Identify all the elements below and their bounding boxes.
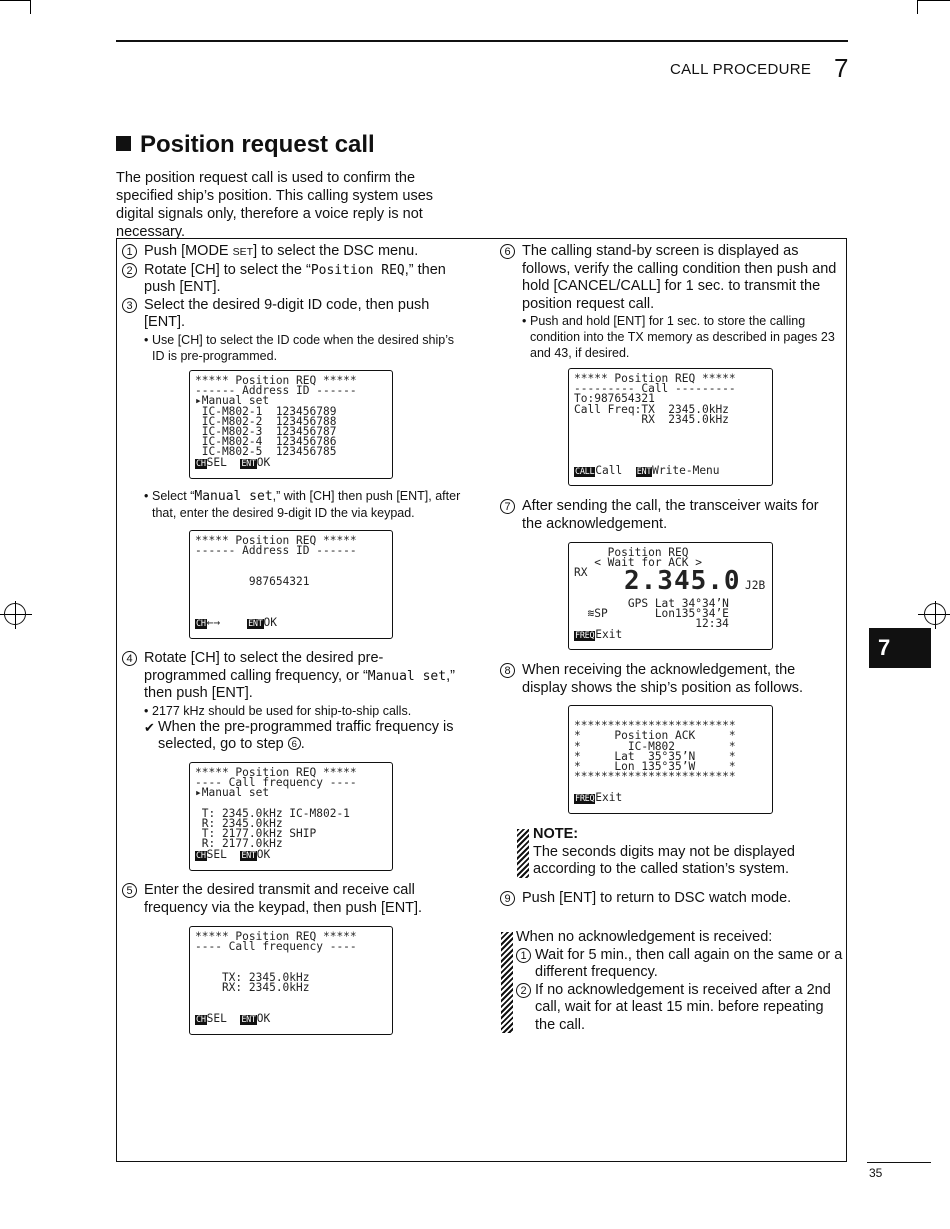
chapter-number: 7 [834, 53, 849, 83]
step-9-block [498, 890, 842, 908]
intro-paragraph: The position request call is used to confirm the specified ship’s position. This calling system uses digital signals only, therefore a voice reply is not necessary. [116, 170, 434, 240]
ch-key: CH [196, 618, 206, 629]
page-title: Position request call [116, 131, 375, 159]
lcd-position-ack: ************************ * Position ACK * * IC-M802 * * Lat 35°35’N * * Lon 135°35’W * ************************ FREQExit [568, 705, 773, 814]
step-4-block [120, 650, 464, 754]
frequency-readout: 2.345.0 [624, 566, 741, 596]
square-bullet-icon [116, 136, 131, 151]
ent-key: ENT [241, 1014, 256, 1025]
no-ack-title: When no acknowledgement is received: [516, 929, 773, 945]
step-2: 2 Rotate [CH] to select the “Position REQ,” then push [ENT]. [120, 262, 464, 297]
header-rule [116, 40, 848, 42]
ch-key: CH [196, 850, 206, 861]
step-6-block [498, 243, 842, 361]
step-8-block [498, 662, 842, 697]
id-entry: 987654321 [248, 574, 310, 588]
crop-mark [917, 0, 950, 1]
no-ack-hatch-icon [501, 932, 513, 1033]
softkey-row: CALLCall ENTWrite-Menu [575, 463, 720, 477]
ent-key: ENT [241, 458, 256, 469]
ch-key: CH [196, 1014, 206, 1025]
step-5-block [120, 882, 464, 917]
step-9: 9 Push [ENT] to return to DSC watch mode. [498, 890, 842, 908]
step-4: 4 Rotate [CH] to select the desired pre-programmed calling frequency, or “Manual set,” then push [ENT]. [120, 650, 464, 703]
step-8: 8 When receiving the acknowledgement, the display shows the ship’s position as follows. [498, 662, 842, 697]
ent-key: ENT [636, 466, 652, 477]
manual-set-note: • Select “Manual set,” with [CH] then push [ENT], after that, enter the desired 9-digit ID the via keypad. [120, 488, 464, 521]
footer-rule [867, 1162, 931, 1163]
note-text: The seconds digits may not be displayed according to the called station’s system. [533, 843, 795, 878]
step-7-block [498, 498, 842, 533]
section-title: CALL PROCEDURE [670, 61, 812, 78]
note-block [533, 826, 843, 879]
no-ack-block [516, 929, 844, 1035]
softkey-row: CH←→ ENTOK [196, 615, 278, 629]
crop-mark [30, 0, 31, 14]
chapter-tab: 7 [869, 628, 931, 668]
call-key: CALL [575, 466, 595, 477]
note-hatch-icon [517, 829, 529, 878]
ent-key: ENT [241, 850, 256, 861]
softkey-row: CHSEL ENTOK [196, 455, 271, 469]
step-3-note: • Use [CH] to select the ID code when the desired ship’s ID is pre-programmed. [120, 332, 464, 364]
ent-key: ENT [248, 618, 263, 629]
lcd-manual-id: ***** Position REQ ***** ------ Address ID ------ 987654321 CH←→ ENTOK [189, 530, 393, 639]
crop-mark [0, 0, 30, 1]
step-4-check: ✔ When the pre-programmed traffic frequency is selected, go to step 6 . [120, 719, 464, 754]
step-6: 6 The calling stand-by screen is displayed as follows, verify the calling condition then push and hold [CANCEL/CALL] for 1 sec. to transmit the position request call. [498, 243, 842, 313]
softkey-row: FREQExit [575, 627, 623, 641]
lcd-address-id: ***** Position REQ ***** ------ Address ID ------ ▸Manual set IC-M802-1 123456789 IC-M802-2 123456788 IC-M802-3 123456787 IC-M802-4 123456786 IC-M802-5 123456785 CHSEL ENTOK [189, 370, 393, 479]
crop-mark [917, 0, 918, 14]
note-title: NOTE: [533, 826, 579, 842]
lcd-call-standby: ***** Position REQ ***** --------- Call --------- To:987654321 Call Freq:TX 2345.0kHz RX 2345.0kHz CALLCall ENTWrite-Menu [568, 368, 773, 486]
registration-circle [4, 603, 26, 625]
no-ack-item-1: 1 Wait for 5 min., then call again on the same or a different frequency. [516, 947, 844, 982]
softkey-row: CHSEL ENTOK [196, 1011, 271, 1025]
step-4-note: • 2177 kHz should be used for ship-to-ship calls. [120, 703, 464, 719]
step-6-note: • Push and hold [ENT] for 1 sec. to store the calling condition into the TX memory as described in pages 23 and 43, if desired. [498, 313, 842, 361]
freq-key: FREQ [575, 793, 595, 804]
step-7: 7 After sending the call, the transceiver waits for the acknowledgement. [498, 498, 842, 533]
registration-circle [924, 603, 946, 625]
lcd-call-frequency: ***** Position REQ ***** ---- Call frequency ---- ▸Manual set T: 2345.0kHz IC-M802-1 R: 2345.0kHz T: 2177.0kHz SHIP R: 2177.0kHz CHSEL ENTOK [189, 762, 393, 871]
step-1: 1 Push [MODE SET] to select the DSC menu. [120, 243, 464, 262]
left-column [120, 243, 464, 364]
lcd-wait-ack: Position REQ < Wait for ACK > RX GPS Lat 34°34’N ≋SP Lon135°34’E 12:34 FREQExit 2.345.0 J2B [568, 542, 773, 650]
lcd-manual-frequency: ***** Position REQ ***** ---- Call frequency ---- TX: 2345.0kHz RX: 2345.0kHz CHSEL ENTOK [189, 926, 393, 1035]
page-number: 35 [869, 1166, 883, 1180]
ch-key: CH [196, 458, 206, 469]
step-5: 5 Enter the desired transmit and receive call frequency via the keypad, then push [ENT]. [120, 882, 464, 917]
softkey-row: FREQExit [575, 790, 623, 804]
softkey-row: CHSEL ENTOK [196, 847, 271, 861]
mode-readout: J2B [745, 579, 766, 592]
no-ack-item-2: 2 If no acknowledgement is received after a 2nd call, wait for at least 15 min. before repeating the call. [516, 982, 844, 1035]
step-3: 3 Select the desired 9-digit ID code, then push [ENT]. [120, 297, 464, 332]
freq-key: FREQ [575, 630, 595, 641]
